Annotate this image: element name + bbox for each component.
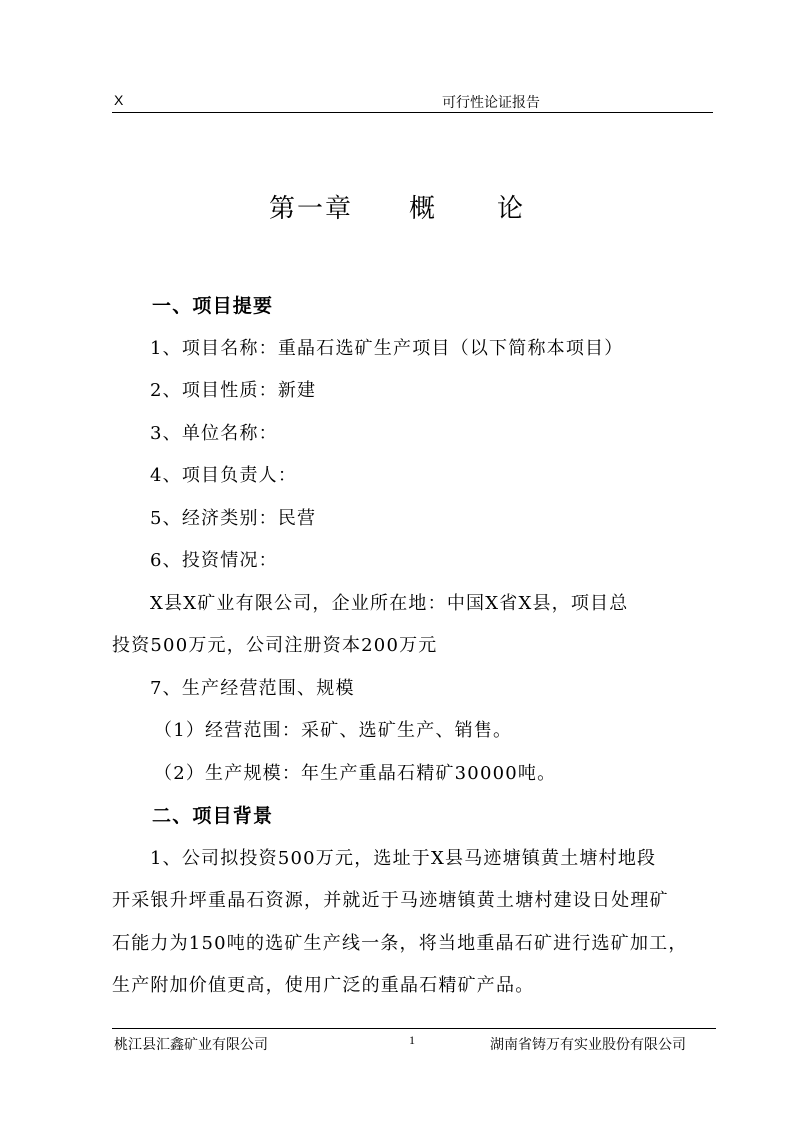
item-project-name: 1、项目名称：重晶石选矿生产项目（以下简称本项目） bbox=[150, 337, 624, 359]
footer-company-right: 湖南省铸万有实业股份有限公司 bbox=[490, 1036, 686, 1052]
background-line-2: 开采银升坪重晶石资源，并就近于马迹塘镇黄土塘村建设日处理矿 bbox=[112, 890, 669, 911]
page-header bbox=[112, 88, 713, 113]
item-unit-name: 3、单位名称： bbox=[150, 422, 278, 444]
investment-paragraph-line-1: X县X矿业有限公司，企业所在地：中国X省X县，项目总 bbox=[150, 592, 629, 614]
chapter-number: 第一章 bbox=[268, 194, 353, 224]
footer-company-left: 桃江县汇鑫矿业有限公司 bbox=[114, 1036, 268, 1052]
background-line-4: 生产附加价值更高，使用广泛的重晶石精矿产品。 bbox=[112, 975, 535, 996]
item-investment: 6、投资情况： bbox=[150, 550, 278, 571]
document-body bbox=[112, 285, 716, 1008]
background-line-1: 1、公司拟投资500万元，选址于X县马迹塘镇黄土塘村地段 bbox=[150, 847, 657, 869]
investment-paragraph-line-2: 投资500万元，公司注册资本200万元 bbox=[112, 635, 438, 656]
page-footer bbox=[112, 1028, 716, 1055]
chapter-word-1: 概 bbox=[408, 194, 437, 224]
chapter-word-2: 论 bbox=[497, 194, 526, 224]
background-line-3: 石能力为150吨的选矿生产线一条，将当地重晶石矿进行选矿加工， bbox=[112, 932, 688, 954]
section-heading-1: 一、项目提要 bbox=[152, 295, 274, 317]
item-project-nature: 2、项目性质：新建 bbox=[150, 380, 317, 401]
header-title: 可行性论证报告 bbox=[442, 94, 540, 110]
item-project-leader: 4、项目负责人： bbox=[150, 465, 298, 486]
scope-business: （1）经营范围：采矿、选矿生产、销售。 bbox=[154, 720, 513, 741]
header-left-label: X bbox=[114, 92, 124, 108]
scope-production: （2）生产规模：年生产重晶石精矿30000吨。 bbox=[154, 762, 557, 784]
item-economic-type: 5、经济类别：民营 bbox=[150, 507, 317, 529]
page-number: 1 bbox=[409, 1033, 415, 1047]
section-heading-2: 二、项目背景 bbox=[152, 805, 274, 827]
chapter-title bbox=[0, 188, 794, 225]
item-scope-scale: 7、生产经营范围、规模 bbox=[150, 677, 355, 699]
